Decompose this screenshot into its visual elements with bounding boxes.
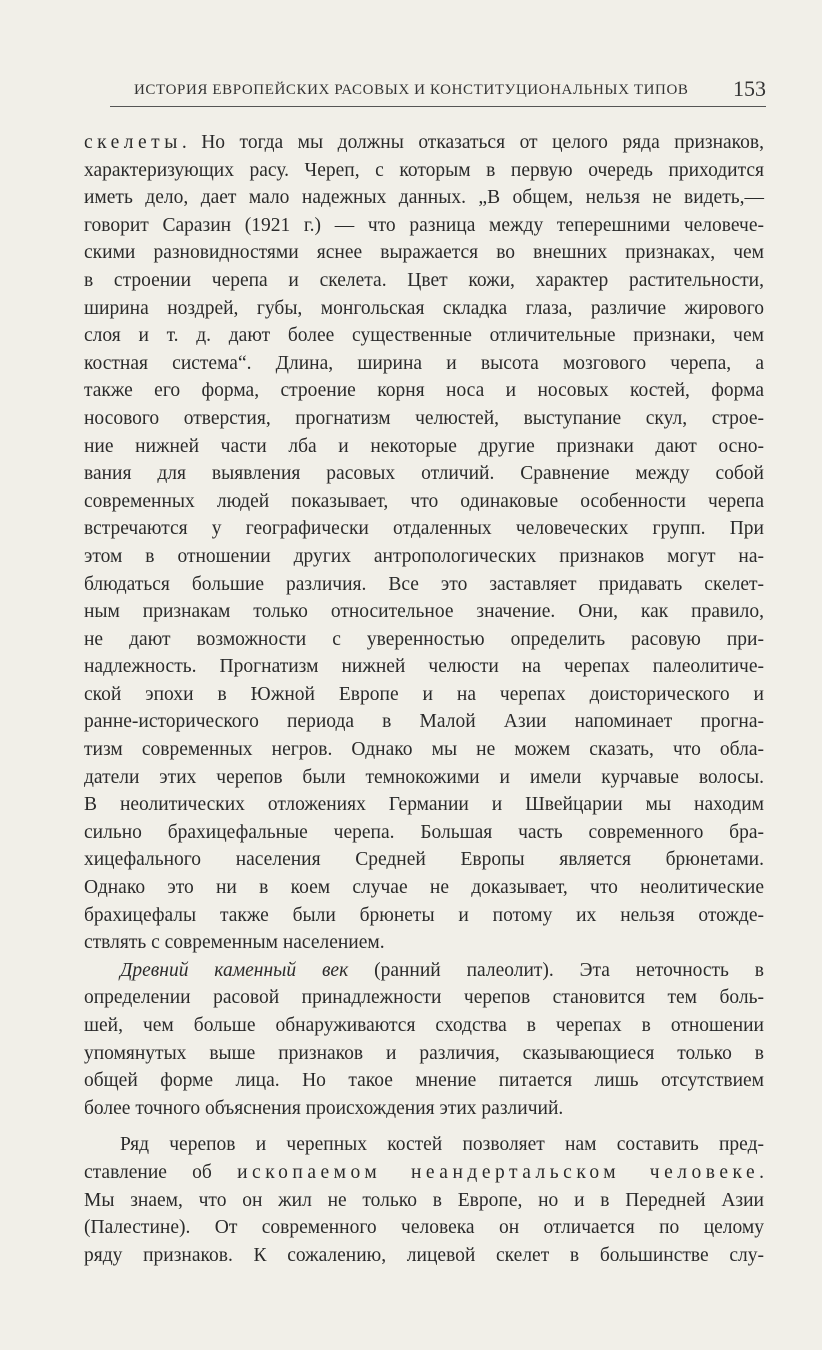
text-line: Мы знаем, что он жил не только в Европе, но и в Передней Азии: [84, 1189, 764, 1211]
text-line: надлежность. Прогнатизм нижней челюсти на черепах палеолитиче-: [84, 656, 764, 678]
spaced-term: скелеты: [84, 132, 182, 153]
text-line: носового отверстия, прогнатизм челюстей, выступание скул, строе-: [84, 407, 764, 429]
page-header: [110, 78, 766, 107]
text-line: костная система“. Длина, ширина и высота мозгового черепа, а: [84, 352, 764, 374]
text-line: характеризующих расу. Череп, с которым в первую очередь приходится: [84, 159, 764, 181]
text-line: вания для выявления расовых отличий. Сравнение между собой: [84, 463, 764, 485]
text-line: [84, 1159, 764, 1187]
page-number: 153: [733, 76, 766, 101]
text-line: ным признакам только относительное значение. Они, как правило,: [84, 601, 764, 623]
text-line: [84, 129, 764, 157]
text-line: также его форма, строение корня носа и носовых костей, форма: [84, 380, 764, 402]
text-line: датели этих черепов были темнокожими и имели курчавые волосы.: [84, 766, 764, 788]
text-line: иметь дело, дает мало надежных данных. „В общем, нельзя не видеть,—: [84, 187, 764, 209]
text-line: ширина ноздрей, губы, монгольская складка глаза, различие жирового: [84, 297, 764, 319]
text-line: в строении черепа и скелета. Цвет кожи, характер растительности,: [84, 269, 764, 291]
text-line: В неолитических отложениях Германии и Швейцарии мы находим: [84, 794, 764, 816]
text-line: шей, чем больше обнаруживаются сходства в черепах в отношении: [84, 1015, 764, 1036]
running-head: ИСТОРИЯ ЕВРОПЕЙСКИХ РАСОВЫХ И КОНСТИТУЦИОНАЛЬНЫХ ТИПОВ: [134, 82, 689, 98]
text-run: (ранний палеолит). Эта неточность в: [348, 959, 765, 981]
text-line: тизм современных негров. Однако мы не можем сказать, что обла-: [84, 739, 764, 761]
text-line: ствлять с современным населением.: [84, 932, 385, 954]
text-line: ской эпохи в Южной Европе и на черепах доисторического и: [84, 683, 764, 705]
body-text: [84, 129, 764, 1269]
text-line: [84, 957, 764, 985]
text-line: говорит Саразин (1921 г.) — что разница между теперешними человече-: [84, 214, 764, 236]
text-line: брахицефалы также были брюнеты и потому их нельзя отожде-: [84, 904, 764, 926]
text-line: слоя и т. д. дают более существенные отличительные признаки, чем: [84, 325, 764, 347]
text-line: ранне-исторического периода в Малой Азии напоминает прогна-: [84, 711, 764, 733]
italic-heading: Древний каменный век: [120, 959, 349, 981]
text-line: (Палестине). От современного человека он отличается по целому: [84, 1217, 764, 1239]
text-line: Однако это ни в коем случае не доказывает, что неолитические: [84, 877, 764, 899]
text-run: ставление об: [84, 1161, 238, 1183]
text-line: сильно брахицефальные черепа. Большая часть современного бра-: [84, 821, 764, 843]
text-line: общей форме лица. Но такое мнение питается лишь отсутствием: [84, 1070, 764, 1092]
text-line: Ряд черепов и черепных костей позволяет нам составить пред-: [120, 1134, 764, 1156]
text-line: определении расовой принадлежности черепов становится тем боль-: [84, 987, 764, 1009]
text-line: ние нижней части лба и некоторые другие признаки дают осно-: [84, 435, 764, 457]
text-line: упомянутых выше признаков и различия, сказывающиеся только в: [84, 1042, 764, 1064]
text-line: не дают возможности с уверенностью определить расовую при-: [84, 628, 764, 650]
text-line: хицефального населения Средней Европы является брюнетами.: [84, 849, 764, 871]
text-run: . Но тогда мы должны отказаться от целого ряда признаков,: [181, 132, 764, 153]
text-line: скими разновидностями яснее выражается во внешних признаках, чем: [84, 242, 764, 264]
text-line: современных людей показывает, что одинаковые особенности черепа: [84, 490, 764, 512]
spaced-term: ископаемом неандертальском человеке: [237, 1161, 760, 1183]
text-line: более точного объяснения происхождения этих различий.: [84, 1097, 564, 1119]
text-line: этом в отношении других антропологических признаков могут на-: [84, 545, 764, 567]
text-line: встречаются у географически отдаленных человеческих групп. При: [84, 518, 764, 540]
text-line: блюдаться большие различия. Все это заставляет придавать скелет-: [84, 573, 764, 595]
text-line: ряду признаков. К сожалению, лицевой скелет в большинстве слу-: [84, 1244, 764, 1266]
text-run: .: [759, 1161, 764, 1183]
